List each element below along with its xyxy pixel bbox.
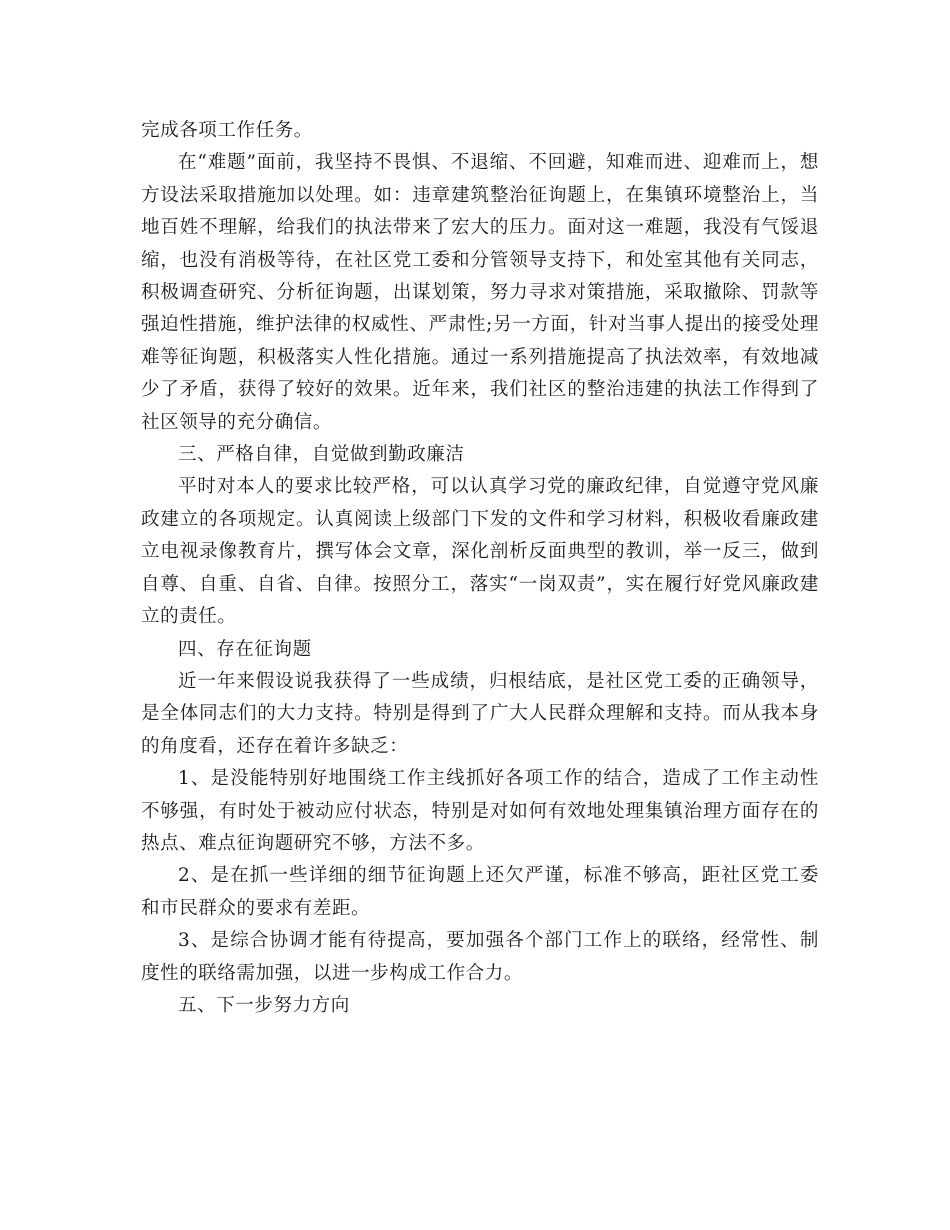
paragraph: 在“难题”面前，我坚持不畏惧、不退缩、不回避，知难而进、迎难而上，想方设法采取措施加以处理。如：违章建筑整治征询题上，在集镇环境整治上，当地百姓不理解，给我们的执法带来了宏大的压力。面对这一难题，我没有气馁退缩，也没有消极等待，在社区党工委和分管领导支持下，和处室其他有关同志，积极调查研究、分析征询题，出谋划策，努力寻求对策措施，采取撤除、罚款等强迫性措施，维护法律的权威性、严肃性;另一方面，针对当事人提出的接受处理难等征询题，积极落实人性化措施。通过一系列措施提高了执法效率，有效地减少了矛盾，获得了较好的效果。近年来，我们社区的整治违建的执法工作得到了社区领导的充分确信。 xyxy=(141,152,819,433)
document-body xyxy=(141,115,819,1022)
paragraph: 完成各项工作任务。 xyxy=(141,120,313,141)
section-heading: 三、严格自律，自觉做到勤政廉洁 xyxy=(178,444,465,466)
section-heading: 五、下一步努力方向 xyxy=(178,994,350,1016)
paragraph: 近一年来假设说我获得了一些成绩，归根结底，是社区党工委的正确领导，是全体同志们的大力支持。特别是得到了广大人民群众理解和支持。而从我本身的角度看，还存在着许多缺乏： xyxy=(141,670,819,757)
list-item: 2、是在抓一些详细的细节征询题上还欠严谨，标准不够高，距社区党工委和市民群众的要求有差距。 xyxy=(141,865,819,919)
section-heading: 四、存在征询题 xyxy=(178,638,312,660)
list-item: 3、是综合协调才能有待提高，要加强各个部门工作上的联络，经常性、制度性的联络需加强，以进一步构成工作合力。 xyxy=(141,930,819,984)
paragraph: 平时对本人的要求比较严格，可以认真学习党的廉政纪律，自觉遵守党风廉政建立的各项规定。认真阅读上级部门下发的文件和学习材料，积极收看廉政建立电视录像教育片，撰写体会文章，深化剖析反面典型的教训，举一反三，做到自尊、自重、自省、自律。按照分工，落实“一岗双责”，实在履行好党风廉政建立的责任。 xyxy=(141,476,819,628)
list-item: 1、是没能特别好地围绕工作主线抓好各项工作的结合，造成了工作主动性不够强，有时处于被动应付状态，特别是对如何有效地处理集镇治理方面存在的热点、难点征询题研究不够，方法不多。 xyxy=(141,768,819,854)
